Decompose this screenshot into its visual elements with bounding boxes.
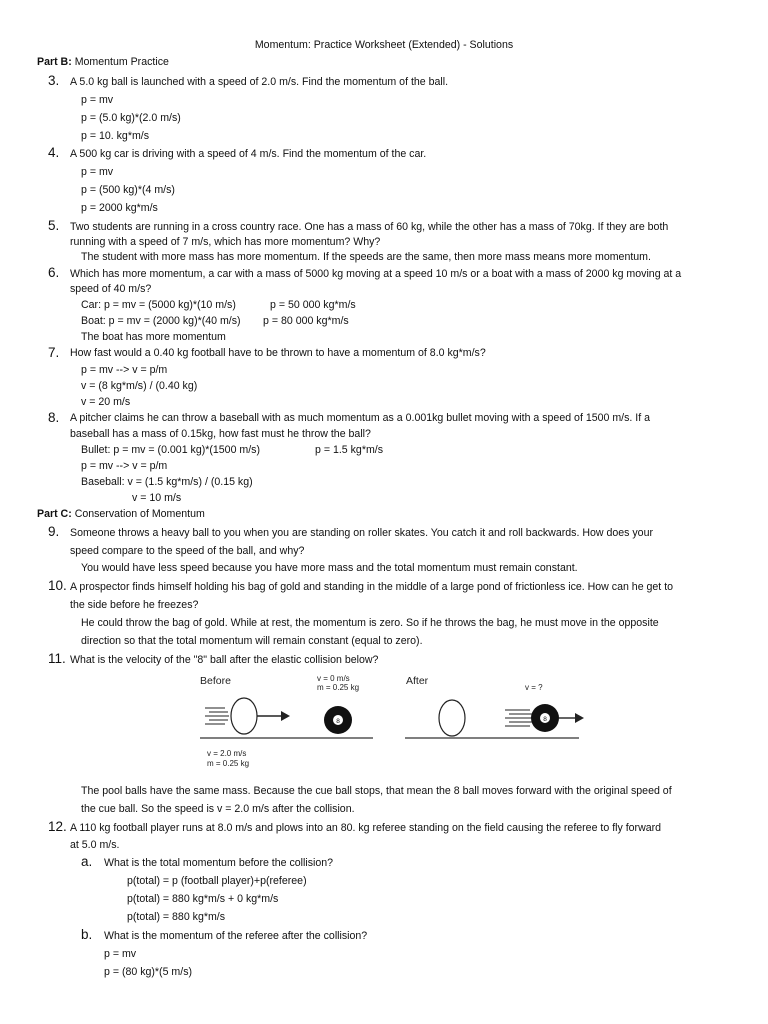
q5-question-line1: Two students are running in a cross country race. One has a mass of 60 kg, while the other has a mass of 70kg. If they are both [70,221,669,233]
motion-lines-icon [205,708,229,724]
q12a-question: What is the total momentum before the collision? [104,857,334,869]
q6-question-line1: Which has more momentum, a car with a mass of 5000 kg moving at a speed 10 m/s or a boat with a mass of 2000 kg moving at a [70,268,682,280]
q8-question-line2: baseball has a mass of 0.15kg, how fast must he throw the ball? [70,428,371,440]
q12a-answer-line: p(total) = p (football player)+p(referee) [127,875,307,887]
q11-number: 11. [48,651,66,666]
q12a-answer-line: p(total) = 880 kg*m/s + 0 kg*m/s [127,893,279,905]
q3-number: 3. [48,73,60,88]
q11-answer-line1: The pool balls have the same mass. Because the cue ball stops, that mean the 8 ball moves forward with the original speed of [81,785,672,797]
part-b-heading [37,56,169,69]
q6-boat-calc: Boat: p = mv = (2000 kg)*(40 m/s) [81,315,241,327]
eight-ball-velocity-before: v = 0 m/s [317,674,350,683]
part-b-label: Part B: [37,56,72,68]
q3-answer-line: p = 10. kg*m/s [81,130,150,142]
arrow-right-icon [281,711,290,721]
q12-question-line1: A 110 kg football player runs at 8.0 m/s and plows into an 80. kg referee standing on the field causing the referee to fly forward [70,822,662,834]
collision-diagram [195,668,595,778]
q5-question-line2: running with a speed of 7 m/s, which has more momentum? Why? [70,236,381,248]
q10-question-line1: A prospector finds himself holding his bag of gold and standing in the middle of a large pond of frictionless ice. How can he get to [70,581,674,593]
arrow-right-icon [575,713,584,723]
eight-ball-velocity-after: v = ? [525,683,543,692]
q7-answer-line: v = (8 kg*m/s) / (0.40 kg) [81,380,198,392]
q12-question-line2: at 5.0 m/s. [70,839,120,851]
before-label: Before [200,675,231,687]
q8-bullet-calc: Bullet: p = mv = (0.001 kg)*(1500 m/s) [81,444,260,456]
q7-question: How fast would a 0.40 kg football have to be thrown to have a momentum of 8.0 kg*m/s? [70,347,486,359]
q12a-letter: a. [81,854,93,869]
q3-answer-line: p = mv [81,94,114,106]
q10-question-line2: the side before he freezes? [70,599,199,611]
q12b-answer-line: p = mv [104,948,137,960]
cue-ball-mass: m = 0.25 kg [207,759,250,768]
q4-answer-line: p = mv [81,166,114,178]
q4-answer-line: p = 2000 kg*m/s [81,202,158,214]
q9-question-line1: Someone throws a heavy ball to you when you are standing on roller skates. You catch it and roll backwards. How does your [70,527,653,539]
q8-question-line1: A pitcher claims he can throw a baseball with as much momentum as a 0.001kg bullet moving with a speed of 1500 m/s. If a [70,412,651,424]
eight-ball-number: 8 [543,716,547,723]
cue-ball-velocity: v = 2.0 m/s [207,749,247,758]
q8-bullet-result: p = 1.5 kg*m/s [315,444,384,456]
part-b-name: Momentum Practice [74,56,169,68]
q3-question: A 5.0 kg ball is launched with a speed of 2.0 m/s. Find the momentum of the ball. [70,76,449,88]
cue-ball-after [439,700,465,736]
after-label: After [406,675,429,687]
q9-answer: You would have less speed because you have more mass and the total momentum must remain constant. [81,562,578,574]
page-title: Momentum: Practice Worksheet (Extended) - Solutions [254,39,514,51]
part-c-label: Part C: [37,508,72,520]
cue-ball-before [231,698,257,734]
q5-answer: The student with more mass has more momentum. If the speeds are the same, then more mass means more momentum. [81,251,651,263]
part-c-heading [37,508,205,521]
q7-number: 7. [48,345,60,360]
q11-question: What is the velocity of the "8" ball after the elastic collision below? [70,654,379,666]
q12b-answer-line: p = (80 kg)*(5 m/s) [104,966,193,978]
q11-answer-line2: the cue ball. So the speed is v = 2.0 m/s after the collision. [81,803,355,815]
q6-question-line2: speed of 40 m/s? [70,283,152,295]
q12b-question: What is the momentum of the referee after the collision? [104,930,368,942]
eight-ball-mass-before: m = 0.25 kg [317,683,360,692]
part-c-name: Conservation of Momentum [74,508,205,520]
q8-answer-line: p = mv --> v = p/m [81,460,168,472]
q10-answer-line2: direction so that the total momentum will remain constant (equal to zero). [81,635,423,647]
motion-lines-icon [505,710,533,726]
q10-number: 10. [48,578,67,593]
q6-number: 6. [48,265,60,280]
q4-question: A 500 kg car is driving with a speed of 4 m/s. Find the momentum of the car. [70,148,427,160]
q7-answer-line: v = 20 m/s [81,396,131,408]
q4-answer-line: p = (500 kg)*(4 m/s) [81,184,175,196]
q9-question-line2: speed compare to the speed of the ball, and why? [70,545,305,557]
q8-answer-line: Baseball: v = (1.5 kg*m/s) / (0.15 kg) [81,476,253,488]
q5-number: 5. [48,218,60,233]
q12a-answer-line: p(total) = 880 kg*m/s [127,911,226,923]
q6-boat-result: p = 80 000 kg*m/s [263,315,349,327]
q6-car-result: p = 50 000 kg*m/s [270,299,356,311]
q12-number: 12. [48,819,67,834]
eight-ball-number: 8 [336,718,340,725]
q8-number: 8. [48,410,60,425]
q7-answer-line: p = mv --> v = p/m [81,364,168,376]
q4-number: 4. [48,145,60,160]
q12b-letter: b. [81,927,93,942]
q10-answer-line1: He could throw the bag of gold. While at rest, the momentum is zero. So if he throws the bag, he must move in the opposite [81,617,659,629]
q6-car-calc: Car: p = mv = (5000 kg)*(10 m/s) [81,299,236,311]
q9-number: 9. [48,524,60,539]
q8-answer-line: v = 10 m/s [132,492,182,504]
q6-answer: The boat has more momentum [81,331,226,343]
q3-answer-line: p = (5.0 kg)*(2.0 m/s) [81,112,181,124]
